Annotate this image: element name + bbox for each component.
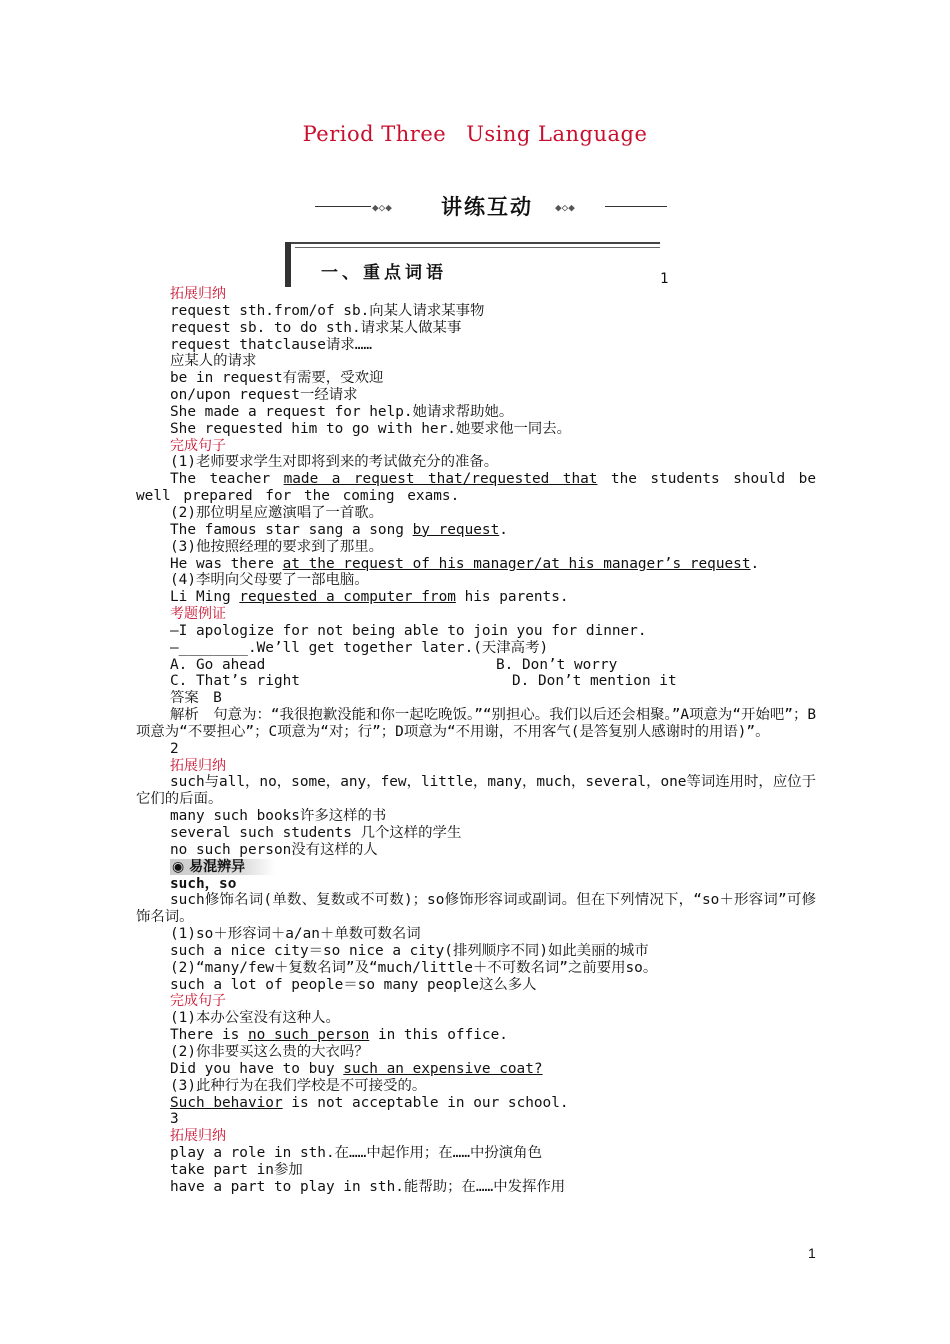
text-line: such a nice city＝so nice a city(排列顺序不同)如此美丽的城市 bbox=[170, 942, 649, 959]
answer: Li Ming requested a computer from his parents. bbox=[170, 589, 569, 606]
diamond-ornament-icon: ◆◇◆ bbox=[372, 201, 392, 214]
section-heading: 一、重点词语 bbox=[321, 263, 447, 283]
complete-label: 完成句子 bbox=[170, 437, 226, 454]
text-line: (1)so＋形容词＋a/an＋单数可数名词 bbox=[170, 926, 421, 943]
page-title bbox=[0, 122, 950, 146]
answer-blank: no such person bbox=[247, 1027, 370, 1044]
text-line: many such books许多这样的书 bbox=[170, 808, 387, 825]
answer: Such behavior is not acceptable in our school. bbox=[170, 1094, 569, 1111]
option-d: D. Don’t mention it bbox=[512, 673, 677, 690]
text-line: play a role in sth.在……中起作用；在……中扮演角色 bbox=[170, 1145, 542, 1162]
question: (2)那位明星应邀演唱了一首歌。 bbox=[170, 504, 384, 521]
question: (4)李明向父母要了一部电脑。 bbox=[170, 572, 369, 589]
option-a: A. Go ahead bbox=[170, 656, 266, 673]
item-number: 3 bbox=[170, 1111, 179, 1128]
question: (3)此种行为在我们学校是不可接受的。 bbox=[170, 1077, 427, 1094]
answer: The teacher made a request that/requested that the students should be well prepared for the coming exams. bbox=[136, 471, 816, 505]
answer-blank: requested a computer from bbox=[239, 589, 456, 606]
text-line: 应某人的请求 bbox=[170, 353, 257, 370]
title-part1: Period Three bbox=[302, 122, 447, 146]
question: (1)本办公室没有这种人。 bbox=[170, 1010, 340, 1027]
confuse-tag: ◉ 易混辨异 bbox=[170, 859, 275, 875]
question: (2)你非要买这么贵的大衣吗？ bbox=[170, 1043, 369, 1060]
complete-label: 完成句子 bbox=[170, 993, 226, 1010]
diamond-ornament-icon: ◆◇◆ bbox=[555, 201, 575, 214]
rule-text: such修饰名词(单数、复数或不可数)；so修饰形容词或副词。但在下列情况下，“so＋形容词”可修饰名词。 bbox=[136, 892, 816, 926]
text-line: such a lot of people＝so many people这么多人 bbox=[170, 976, 537, 993]
text-line: have a part to play in sth.能帮助；在……中发挥作用 bbox=[170, 1178, 566, 1195]
title-part2: Using Language bbox=[466, 122, 648, 146]
section-banner-text: 讲练互动 bbox=[441, 195, 533, 219]
analysis: 解析 句意为：“我很抱歉没能和你一起吃晚饭。”“别担心。我们以后还会相聚。”A项意为“开始吧”；B项意为“不要担心”；C项意为“对；行”；D项意为“不用谢，不用客气(是答复别人感谢时的用语)”。 bbox=[136, 707, 816, 740]
options-row bbox=[136, 657, 816, 674]
text-line: on/upon request一经请求 bbox=[170, 387, 358, 404]
text-line: She requested him to go with her.她要求他一同去。 bbox=[170, 420, 572, 437]
answer-blank: Such behavior bbox=[170, 1094, 283, 1111]
question: (3)他按照经理的要求到了那里。 bbox=[170, 538, 384, 555]
answer-key: 答案 B bbox=[170, 690, 222, 707]
answer: He was there at the request of his manager/at his manager’s request. bbox=[170, 555, 760, 572]
question: (1)老师要求学生对即将到来的考试做充分的准备。 bbox=[170, 454, 499, 471]
text-line: no such person没有这样的人 bbox=[170, 841, 378, 858]
options-row bbox=[136, 673, 816, 690]
text-line: request sb. to do sth.请求某人做某事 bbox=[170, 319, 462, 336]
exam-question: —________.We’ll get together later.(天津高考) bbox=[170, 639, 549, 656]
text-line: request thatclause请求…… bbox=[170, 336, 373, 353]
section-banner bbox=[315, 189, 667, 223]
text-line: be in request有需要，受欢迎 bbox=[170, 370, 384, 387]
text-line: take part in参加 bbox=[170, 1161, 303, 1178]
answer: The famous star sang a song by request. bbox=[170, 521, 508, 538]
word-pair: such，so bbox=[170, 875, 237, 892]
page-number: 1 bbox=[808, 1245, 816, 1261]
expand-label: 拓展归纳 bbox=[170, 757, 226, 774]
expand-label: 拓展归纳 bbox=[170, 286, 226, 302]
answer: There is no such person in this office. bbox=[170, 1027, 508, 1044]
item-number: 2 bbox=[170, 740, 179, 757]
text-line: request sth.from/of sb.向某人请求某事物 bbox=[170, 302, 485, 319]
exam-question: —I apologize for not being able to join you for dinner. bbox=[170, 622, 647, 639]
answer: Did you have to buy such an expensive coat? bbox=[170, 1060, 543, 1077]
answer-blank: by request bbox=[412, 521, 500, 538]
rule-text: such与all，no，some，any，few，little，many，much，several，one等词连用时，应位于它们的后面。 bbox=[136, 774, 816, 808]
exam-label: 考题例证 bbox=[170, 606, 226, 623]
option-b: B. Don’t worry bbox=[496, 656, 618, 673]
option-c: C. That’s right bbox=[170, 673, 300, 690]
confuse-tag-row bbox=[136, 859, 816, 876]
expand-label: 拓展归纳 bbox=[170, 1128, 226, 1145]
section-heading-box bbox=[285, 242, 660, 287]
text-line: She made a request for help.她请求帮助她。 bbox=[170, 403, 514, 420]
item-number: 1 bbox=[660, 271, 669, 287]
answer-blank: made a request that/requested that bbox=[283, 471, 598, 488]
text-line: several such students 几个这样的学生 bbox=[170, 825, 462, 841]
answer-blank: such an expensive coat? bbox=[343, 1060, 543, 1077]
answer-blank: at the request of his manager/at his manager’s request bbox=[282, 555, 751, 572]
document-body bbox=[136, 286, 816, 1196]
text-line: (2)“many/few＋复数名词”及“much/little＋不可数名词”之前要用so。 bbox=[170, 959, 658, 976]
